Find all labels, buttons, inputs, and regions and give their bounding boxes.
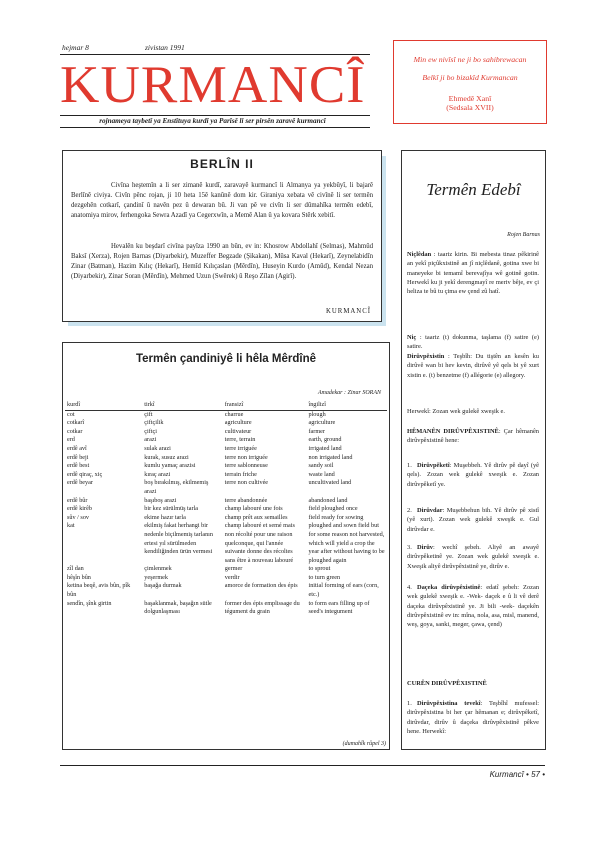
table-cell: çiftçilik	[144, 419, 164, 427]
term-nic: Niç	[407, 334, 417, 341]
table-cell: cotkar	[67, 427, 83, 435]
table-cell: farmer	[308, 427, 325, 435]
literary-title: Termên Edebî	[426, 180, 521, 199]
literary-para-1	[407, 250, 539, 296]
glossary-author: Amadekar : Zinar SORAN	[317, 390, 381, 396]
quote-author: Ehmedê Xanî	[448, 94, 492, 103]
table-cell: abandoned land	[308, 496, 348, 504]
table-cell: hêşîn bûn	[67, 573, 91, 581]
table-cell: champ labouré une fois	[224, 505, 283, 513]
list-item-3: 3. Dirûv: wechî şebeh. Aliyê an awayê dirûvpêketinê ye. Zozan wek gulekê xweşik e. Xweşik aliyê dirûvpêxistinê ye, dirûv e.	[407, 544, 539, 570]
table-cell: germer	[224, 565, 243, 573]
table-cell: former des épis emplissage du tégument du grain	[224, 599, 300, 616]
table-row	[65, 565, 387, 574]
table-cell: terre sablonneuse	[224, 462, 268, 470]
table-row	[65, 479, 387, 496]
table-cell: ekilmiş fakat herhangi bir nedenle biçilmemiş tarlanın ertesi yıl sürülmeden kendiliğinden ürün vermesi	[144, 522, 213, 556]
para-2-text: : taariz (t) dokunma, taşlama (f) satire (e) satire.	[407, 334, 539, 351]
table-cell: terre abandonnée	[224, 496, 268, 504]
masthead-logo: KURMANCÎ	[60, 56, 366, 114]
quote-box	[393, 40, 547, 124]
table-cell: field ready for sowing	[308, 513, 364, 521]
table-cell: cot	[67, 410, 75, 418]
column-header: îngilizî	[306, 401, 387, 410]
table-cell: field ploughed once	[308, 505, 358, 513]
issue-number: hejmar 8	[62, 43, 89, 52]
literary-terms-article	[401, 150, 546, 750]
footer-rule	[60, 765, 545, 766]
berlin-title: BERLÎN II	[190, 157, 254, 171]
table-cell: terrain friche	[224, 470, 257, 478]
table-row	[65, 436, 387, 445]
table-cell: sandy soil	[308, 462, 334, 470]
table-cell: çimlenmek	[144, 565, 172, 573]
table-cell: to turn green	[308, 573, 341, 581]
table-cell: erdê best	[67, 462, 90, 470]
table-row	[65, 419, 387, 428]
table-cell: kurak, susuz arazi	[144, 453, 189, 461]
term-niclêdan: Niçlêdan	[407, 251, 432, 258]
column-header: tirkî	[142, 401, 223, 410]
table-row	[65, 522, 387, 565]
table-cell: kıraç arazi	[144, 470, 171, 478]
table-cell: arazi	[144, 436, 157, 444]
table-cell: non irrigated land	[308, 453, 353, 461]
table-cell: ekime hazır tarla	[144, 513, 186, 521]
table-cell: zîl dan	[67, 565, 84, 573]
table-cell: erd	[67, 436, 75, 444]
table-cell: erdê bûr	[67, 496, 88, 504]
table-cell: earth, ground	[308, 436, 342, 444]
table-cell: initial forming of ears (corn, etc.)	[308, 582, 379, 599]
table-cell: kumlu yamaç arazisi	[144, 462, 196, 470]
table-cell: terre non cultivée	[224, 479, 269, 487]
literary-author: Rojen Barnas	[507, 232, 540, 238]
table-cell: sûv / sov	[67, 513, 90, 521]
table-row	[65, 497, 387, 506]
table-cell: terre non irriguée	[224, 453, 268, 461]
table-cell: çift	[144, 410, 153, 418]
table-cell: agriculture	[224, 419, 252, 427]
quote-line-1: Min ew nivîsî ne ji bo sahibrewacan	[413, 55, 527, 64]
table-cell: erdê kirêb	[67, 505, 92, 513]
glossary-table	[65, 401, 387, 617]
section-1-heading: HÊMANÊN DIRÛVPÊXISTINÊ	[407, 428, 499, 435]
table-cell: uncultivated land	[308, 479, 352, 487]
list-item-2: 2. Dirûvdar: Muşebbehun bih. Yê dirûv pê xistî (yê xurt). Zozan wek gulekê xweşik e. Gul dirûvdar e.	[407, 507, 539, 533]
table-cell: bir kez sürülmüş tarla	[144, 505, 199, 513]
literary-example: Herwekî: Zozan wek gulekê xweşik e.	[407, 408, 505, 415]
table-cell: waste land	[308, 470, 335, 478]
table-cell: amorce de formation des épis	[224, 582, 298, 590]
table-cell: cultivateur	[224, 427, 252, 435]
table-row	[65, 454, 387, 463]
table-cell: ploughed and sown field but for some reason not harvested, which will yield a crop the year after without having to be ploughed again	[308, 522, 385, 564]
table-cell: irrigated land	[308, 444, 342, 452]
table-row	[65, 514, 387, 523]
column-header: kurdî	[65, 401, 142, 410]
header-rule-top	[60, 54, 370, 55]
section-2-heading: CURÊN DIRÛVPÊXISTINÊ	[407, 680, 487, 687]
table-cell: çiftçi	[144, 427, 157, 435]
table-cell: to sprout	[308, 565, 331, 573]
table-cell: champ labouré et semé mais non récolté pour une raison quelconque, qui l'année suivante donne des récoltes sans être à nouveau labouré	[224, 522, 295, 564]
table-cell: başağa durmak	[144, 582, 182, 590]
glossary-continued: (dumahîk rûpel 3)	[342, 741, 386, 747]
literary-section-2	[407, 679, 539, 688]
header-rule-middle	[60, 115, 370, 116]
glossary-header-row	[65, 401, 387, 410]
table-cell: başıboş arazi	[144, 496, 177, 504]
table-cell: erdê avî	[67, 444, 87, 452]
table-cell: ketina beqê, avis bûn, pîk bûn	[67, 582, 131, 599]
glossary-article	[62, 342, 390, 750]
berlin-paragraph-2: Hevalên ku beşdarî civîna payîza 1990 an bûn, ev in: Khosrow Abdollahî (Selmas), Mahmûd Baksî (Xerza), Rojen Barnas (Diyarbekir), Muzeffer Begzade (Şikakan), Mûsa Kaval (Hekarî), Zeynelabidîn Zinar (Batman), Hazim Kılıç (Hekarî), Hemîd Kılıçaslan (Mêrdîn), Huseyin Kurdo (Amûd), Kendal Nezan (Diyarbekir), Zinar Soran (Mêrdîn), Mehmed Uzun (Swêrek) û Reşo Zîlan (Agirî).	[71, 243, 373, 280]
tagline: rojnameya taybetî ya Enstîtuya kurdî ya Parîsê li ser pirsên zaravê kurmancî	[99, 117, 326, 125]
table-row	[65, 428, 387, 437]
literary-para-2	[407, 333, 539, 352]
berlin-signature: KURMANCÎ	[325, 308, 371, 315]
table-row	[65, 445, 387, 454]
table-cell: erdê beji	[67, 453, 89, 461]
table-cell: erdê beyar	[67, 479, 93, 487]
literary-section-1	[407, 427, 539, 446]
table-row	[65, 582, 387, 599]
table-cell: terre irriguée	[224, 444, 257, 452]
header-rule-bottom	[60, 127, 370, 128]
table-cell: agriculture	[308, 419, 336, 427]
section-1-intro: : Çar hêmanên dirûvpêxistinê hene:	[407, 428, 539, 445]
table-row	[65, 505, 387, 514]
table-cell: yeşermek	[144, 573, 168, 581]
table-cell: terre, terrain	[224, 436, 256, 444]
literary-para-3	[407, 352, 539, 380]
column-header: fransizî	[223, 401, 307, 410]
table-cell: erdê qiraç, xiç	[67, 470, 103, 478]
para-1-text: : taariz kirin. Bi mebesta tinaz pêkirinê an yekî piçûkxistinê an jî niçlêdanê, gotina xwe bi maneyeke bi temamî berevajîya wê gotinê gotin. Herwekî ku ji yekî derengmayî re meriv bêje, ev çi heliza te bû tu çima ew çend zû hatî.	[407, 251, 539, 296]
table-row	[65, 600, 387, 617]
table-cell: sulak arazi	[144, 444, 171, 452]
berlin-article	[62, 150, 382, 322]
table-cell: to form ears filling up of seed's integument	[308, 599, 370, 616]
table-row	[65, 462, 387, 471]
table-cell: sendîn, şînk girtin	[67, 599, 112, 607]
table-row	[65, 574, 387, 583]
table-row	[65, 410, 387, 419]
glossary-title: Termên çandiniyê li hêla Mêrdînê	[135, 353, 316, 365]
table-cell: charrue	[224, 410, 244, 418]
list-item-1: 1. Dirûvpêketî: Muşebbeh. Yê dirûv pê dayî (yê qels). Zozan wek gulekê xweşik e. Zozan dirûvpêketî ye.	[407, 462, 539, 488]
page-footer: Kurmancî • 57 •	[489, 770, 545, 779]
quote-source: (Sedsala XVII)	[446, 103, 494, 112]
table-cell: boş bırakılmış, ekilmemiş arazi	[144, 479, 209, 495]
table-cell: başaklanmak, başağın sütle dolgunlaşması	[144, 599, 212, 616]
table-cell: kat	[67, 522, 75, 530]
list-item-5: 1. Dirûvpêxistina tevekî: Teşbîhî mufessel: dirûvpêxistina bi her çar hêmanan e; dirûvpêketî, dirûvdar, dirûv û daçeka dirûvpêxistinê pêkve hene. Herwekî:	[407, 700, 539, 735]
table-row	[65, 471, 387, 480]
table-cell: plough	[308, 410, 326, 418]
issue-date: zivistan 1991	[145, 43, 185, 52]
list-item-4: 4. Daçeka dirûvpêxistinê: edatî şebeh: Zozan wek gulekê xweşik e. -Wek- daçek e û li vê derê daçeka dirûvpêxistinê ye. Ji bili -wek- daçekên dirûvpêxistinê ev in: mîna, nola, asa, misl, manend, weş, goya, sanki, meger, çawa, çend)	[407, 584, 540, 629]
berlin-paragraph-1: Civîna heştemîn a li ser zimanê kurdî, zaravayê kurmancî li Almanya ya yekbûyî, li bajarê Berlînê civiya. Civîn pênc rojan, ji 10 heta 15ê kanûnê dom kir. Giraniya xebata vê civînê li ser termên dezgehên cotkarî, çandinî û navên pez û dewaran bû. Ji van pê ve civîn li ser dûmahîka termên edebî, anatomiya mirov, ferhengoka Sewra Azadî ya Cegerxwîn, a Memê Alan û ya kovara Stêrk xebitî.	[71, 182, 373, 219]
table-cell: verdir	[224, 573, 240, 581]
table-cell: champ prêt aux semailles	[224, 513, 288, 521]
term-dirûvpêxistin: Dirûvpêxistin	[407, 353, 445, 360]
quote-line-2: Belkî ji bo bizakîd Kurmancan	[422, 73, 518, 82]
para-3-text: : Teşbîh: Du tiştên an kesên ku dirûvê wan bi hev kevin, dirûvê yê qels bi yê xurt xistin e. (t) benzetme (f) allégorie (e) allegory.	[407, 353, 539, 379]
table-cell: cotkarî	[67, 419, 85, 427]
